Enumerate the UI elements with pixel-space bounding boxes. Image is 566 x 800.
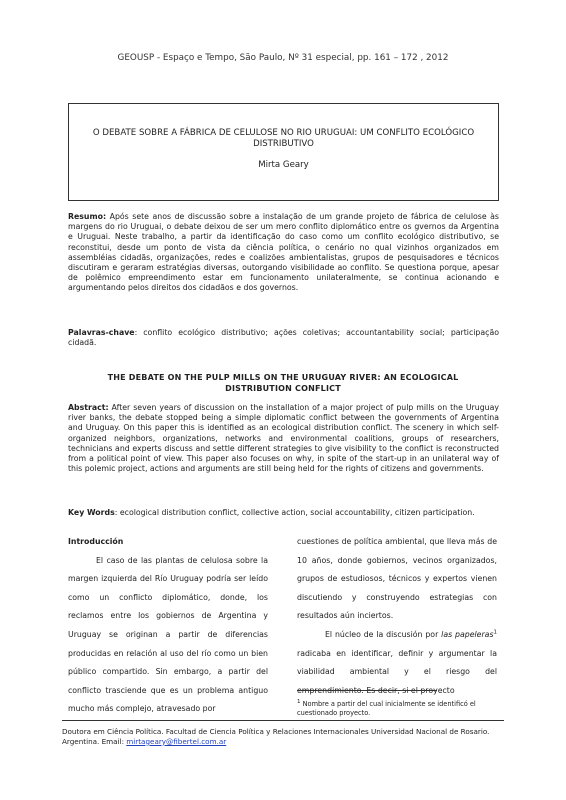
col2-paragraph-2: El núcleo de la discusión por las papeleras$^1$ radicaba en identificar, definir y argumentar la viabilidad ambiental y el riesgo del emprendimiento. Es decir, si el proyecto: [297, 629, 498, 695]
email-link[interactable]: mirtageary@fibertel.com.ar: [126, 736, 227, 746]
keywords-text: : ecological distribution conflict, collective action, social accountability, citizen participation.: [114, 508, 475, 517]
resumo-label: Resumo:: [68, 212, 107, 221]
footnote-ref[interactable]: 1: [493, 629, 498, 636]
footnote-rule: [297, 690, 437, 691]
abstract-label: Abstract:: [68, 403, 109, 412]
resumo-text: Após sete anos de discussão sobre a instalação de um grande projeto de fábrica de celulose às margens do rio Uruguai, o debate deixou de ser um mero conflito diplomático entre os gvernos da Argentina e Uruguai. Neste trabalho, a partir da identificação do caso como um conflito ecológico distributivo, se reconstitui, desde um ponto de vista da ciência política, o cenário no qual vizinhos organizados em assembléias cidadãs, organizações, redes e coalizões ambientalistas, grupos de pesquisadores e técnicos discutiram e geraram estratégias diversas, outorgando visibilidade ao conflito. Se questiona porque, apesar de polêmico empreendimento estar em funcionamento unilateralmente, se continua acionando e argumentando pelos direitos dos cidadãos e dos governos.: [68, 212, 499, 293]
keywords-paragraph: [68, 508, 499, 518]
intro-heading: Introducción: [68, 537, 124, 546]
paper-title: O DEBATE SOBRE A FÁBRICA DE CELULOSE NO RIO URUGUAI: UM CONFLITO ECOLÓGICO DISTRIBUTIVO: [92, 128, 475, 149]
footnote: [297, 700, 502, 718]
affiliation-text: Doutora em Ciência Política. Facultad de Ciencia Política y Relaciones Internacionales Universidad Nacional de Rosario. Argentina. Email:: [62, 727, 490, 746]
author-name: Mirta Geary: [258, 160, 309, 170]
papeleras-term: las papeleras: [441, 629, 494, 639]
affiliation-rule: [62, 720, 504, 721]
footnote-number: 1: [297, 698, 301, 705]
palavras-text: : conflito ecológico distributivo; ações coletivas; accountantability social; participação cidadã.: [68, 328, 499, 348]
column-right: [297, 533, 497, 700]
col2-paragraph-1: cuestiones de política ambiental, que lleva más de 10 años, donde gobiernos, vecinos organizados, grupos de estudiosos, técnicos y expertos vienen discutiendo y construyendo estrategias con resultados aún inciertos.: [297, 537, 497, 621]
running-head: GEOUSP - Espaço e Tempo, São Paulo, Nº 31 especial, pp. 161 – 172 , 2012: [117, 53, 449, 63]
author-affiliation: [62, 727, 507, 747]
keywords-label: Key Words: [68, 508, 115, 517]
footnote-text: Nombre a partir del cual inicialmente se identificó el cuestionado proyecto.: [297, 700, 476, 717]
palavras-label: Palavras-chave: [68, 328, 135, 337]
english-title: THE DEBATE ON THE PULP MILLS ON THE URUGUAY RIVER: AN ECOLOGICAL DISTRIBUTION CONFLICT: [107, 373, 459, 393]
abstract-text: After seven years of discussion on the installation of a major project of pulp mills on the Uruguay river banks, the debate stopped being a simple diplomatic conflict between the governments of Argentina and Uruguay. On this paper this is identified as an ecological distribution conflict. The scenery in which self-organized neighbors, organizations, networks and environmental coalitions, groups of researchers, technicians and experts discuss and settle different strategies to give visibility to the conflict is reconstructed from a political point of view. This paper also focuses on why, in spite of the start-up in an unilateral way of this polemic project, actions and arguments are still being held for the rights of citizens and governments.: [68, 403, 499, 474]
title-box: [68, 103, 499, 201]
col1-paragraph: El caso de las plantas de celulosa sobre la margen izquierda del Río Uruguay podría ser leído como un conflicto diplomático, donde, los reclamos entre los gobiernos de Argentina y Uruguay se originan a partir de diferencias producidas en relación al uso del río como un bien público compartido. Sin embargo, a partir del conflicto trasciende que es un problema antiguo mucho más complejo, atravesado por: [68, 555, 268, 714]
resumo-paragraph: [68, 212, 499, 294]
palavras-chave-paragraph: [68, 328, 499, 348]
abstract-paragraph: [68, 403, 499, 474]
column-left: [68, 533, 268, 719]
